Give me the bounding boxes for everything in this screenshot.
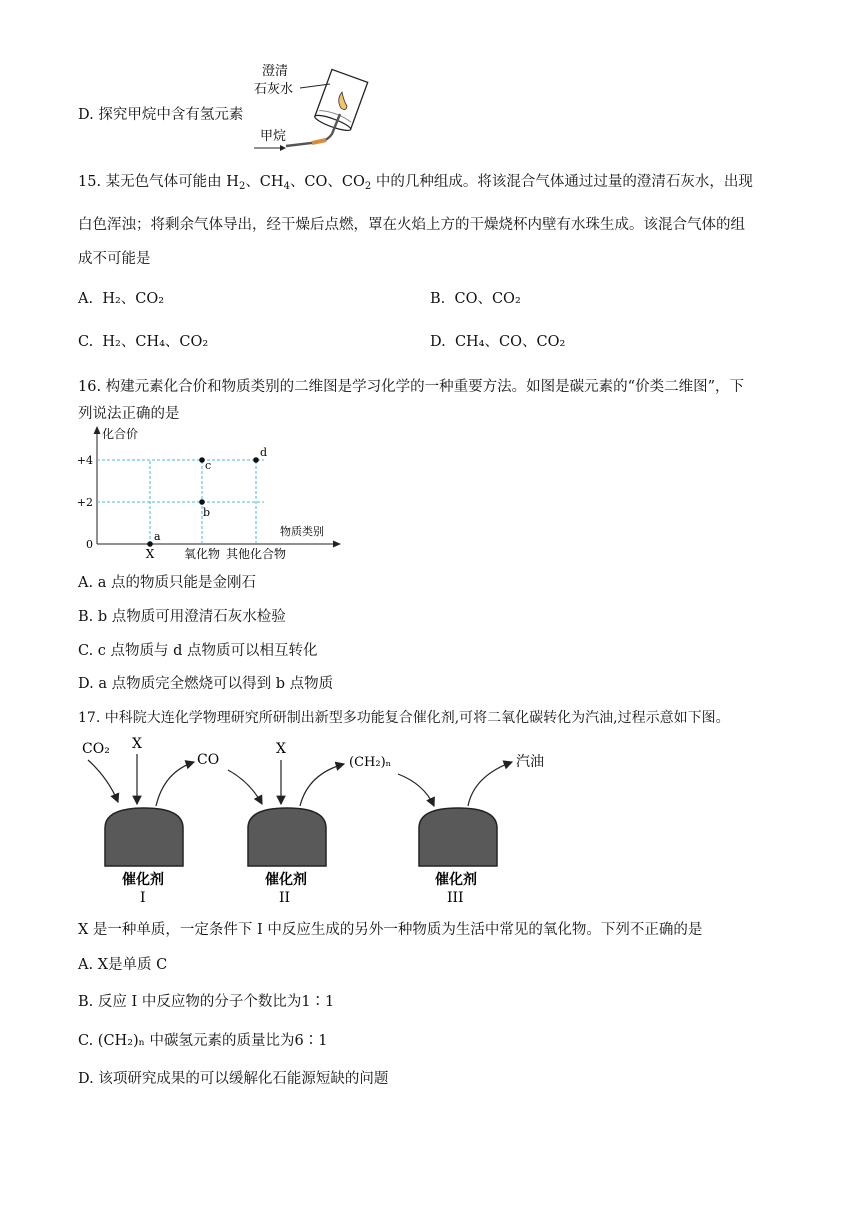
q15-option-d[interactable]: D. CH₄、CO、CO₂ [430,334,566,350]
arrow-gasoline-out [468,762,512,806]
q16-stem-line-2: 列说法正确的是 [78,406,180,422]
label-gasoline: 汽油 [516,754,544,770]
catalyst-3-name: 催化剂 [435,872,477,888]
label-x-2: X [276,741,286,757]
y-tick-label: 0 [86,538,93,551]
q16-option-c[interactable]: C. c 点物质与 d 点物质可以相互转化 [78,643,318,659]
arrow-ch2n-in [398,774,434,806]
x-axis-label: 物质类别 [280,525,324,538]
q15-stem-line-1 [78,170,753,192]
point-d [253,457,259,463]
q17-option-d[interactable]: D. 该项研究成果的可以缓解化石能源短缺的问题 [78,1071,389,1087]
q15-option-b[interactable]: B. CO、CO₂ [430,291,521,307]
q16-stem-line-1: 16. 构建元素化合价和物质类别的二维图是学习化学的一种重要方法。如图是碳元素的“价类二维图”，下 [78,379,744,395]
catalyst-2-numeral: II [279,890,291,906]
q15-stem-line-3: 成不可能是 [78,251,151,267]
y-axis-label: 化合价 [102,427,139,441]
label-ch2n: (CH₂)ₙ [349,755,392,770]
arrow-co-out [156,762,194,806]
q17-process-diagram [78,730,558,910]
q16-valence-chart [76,424,346,564]
q15-option-a[interactable]: A. H₂、CO₂ [78,291,165,307]
arrow-co2-in [88,760,118,802]
point-b [199,499,205,505]
q16-option-b[interactable]: B. b 点物质可用澄清石灰水检验 [78,609,286,625]
catalyst-2-icon [248,808,326,866]
q15-stem-1a: 15. 某无色气体可能由 [78,174,222,190]
catalyst-1-name: 催化剂 [122,872,164,888]
label-co2: CO₂ [82,741,110,757]
x-category-label: 其他化合物 [225,547,287,561]
q17-option-b[interactable]: B. 反应 I 中反应物的分子个数比为1∶1 [78,994,335,1010]
catalyst-1-numeral: I [140,890,146,906]
point-label-d: d [260,446,268,459]
point-a [147,541,153,547]
q16-option-a[interactable]: A. a 点的物质只能是金刚石 [78,575,256,591]
y-tick-label: +2 [76,496,93,509]
y-tick-label: +4 [76,454,93,467]
label-limewater-1: 澄清 [262,64,289,79]
x-category-label: X [145,547,155,561]
q15-option-c[interactable]: C. H₂、CH₄、CO₂ [78,334,209,350]
q16-option-d[interactable]: D. a 点物质完全燃烧可以得到 b 点物质 [78,676,334,692]
arrow-ch2n-out [300,764,344,806]
label-co: CO [197,752,220,768]
q17-stem: 17. 中科院大连化学物理研究所研制出新型多功能复合催化剂,可将二氧化碳转化为汽油,过程示意如下图。 [78,710,730,726]
q15-stem-1b: 中的几种组成。将该混合气体通过过量的澄清石灰水，出现 [375,174,753,190]
q14-option-d: D. 探究甲烷中含有氢元素 [78,107,244,123]
q17-option-c[interactable]: C. (CH₂)ₙ 中碳氢元素的质量比为6∶1 [78,1033,328,1049]
catalyst-3-numeral: III [447,890,464,906]
point-label-b: b [203,506,211,519]
arrow-co-in [228,770,262,804]
catalyst-3-icon [419,808,497,866]
q15-stem-line-2: 白色浑浊；将剩余气体导出，经干燥后点燃，罩在火焰上方的干燥烧杯内壁有水珠生成。该混合气体的组 [78,217,745,233]
point-c [199,457,205,463]
label-methane: 甲烷 [260,129,287,144]
flame-icon [339,92,347,110]
x-axis-arrow-icon [333,541,341,548]
q15-formula-list: $H_2$、$CH_4$、CO、$CO_2$ [226,174,372,192]
q17-stem-after: X 是一种单质，一定条件下 I 中反应生成的另外一种物质为生活中常见的氧化物。下列不正确的是 [78,922,703,938]
catalyst-2-name: 催化剂 [265,872,307,888]
catalyst-1-icon [105,808,183,866]
point-label-c: c [205,459,212,472]
q14-apparatus-figure [240,62,370,157]
q17-option-a[interactable]: A. X是单质 C [78,957,168,973]
point-label-a: a [154,530,161,543]
y-axis-arrow-icon [94,426,101,434]
label-x-1: X [132,736,142,752]
x-category-label: 氧化物 [183,547,221,561]
label-limewater-2: 石灰水 [254,82,294,97]
